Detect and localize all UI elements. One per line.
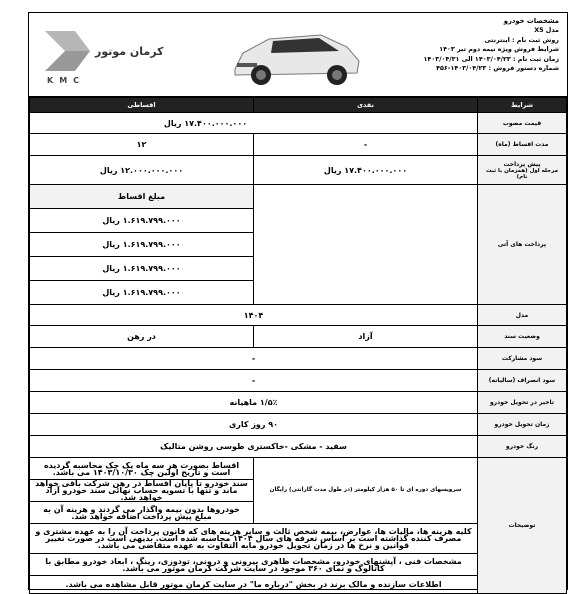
kmc-logo [35,21,164,89]
header-line: شرایط فروش ویژه نیمه دوم تیر ۱۴۰۳ [439,45,559,54]
base-price-value: ۱۷.۴۰۰.۰۰۰.۰۰۰ ریال [30,113,478,134]
participation-profit-value: - [30,348,478,370]
future-cash-empty [254,185,478,305]
header-line: مدل X5 [534,26,559,35]
head-conditions: شرایط [478,98,567,113]
late-delivery-label: تاخیر در تحویل خودرو [478,392,567,414]
header [29,13,567,97]
note-item: مشخصات فنی ، آپشنهای خودرو، مشخصات ظاهری بیرونی و درونی، تودوزی، رینگ ، ابعاد خودرو مطابق با کاتالوگ و نمای ۳۶۰ موجود در سایت شرکت کرمان موتور می باشد. [30,554,478,576]
annual-profit-label: سود انصراف (سالیانه) [478,370,567,392]
installment-months-row [30,134,567,156]
prepay-cash: ۱۷.۴۰۰.۰۰۰.۰۰۰ ریال [254,156,478,185]
header-line: شماره دستور فروش : ۱۴۰۳/۰۴/۲۳-۴۵۶ [436,64,559,73]
future-title-row [30,185,567,209]
header-line: زمان ثبت نام : ۱۴۰۳/۰۴/۲۳ الی ۱۴۰۳/۰۴/۳۱ [423,54,559,63]
model-value: ۱۴۰۴ [30,305,478,326]
doc-status-row [30,326,567,348]
installment-amount: ۱.۶۱۹.۷۹۹.۰۰۰ ریال [30,281,254,305]
note-item: خودروها بدون بیمه واگذار می گردند و هزینه آن به مبلغ پیش پرداخت اضافه خواهد شد. [30,502,254,524]
color-row [30,436,567,458]
note-item: کلیه هزینه ها، مالیات ها، عوارض، بیمه شخص ثالث و سایر هزینه های که قانون پرداخت آن را به عهده مشتری و مصرف کننده گذاشته است بر اساس تعرفه های سال ۱۴۰۴ محاسبه شده است. بدیهی است در صورت تغییر قوانین و نرخ ها در زمان تحویل خودرو مابه التفاوت به عهده متقاضی می باشد. [30,524,478,554]
note-item: سند خودرو تا پایان اقساط در رهن شرکت باقی خواهد ماند و تنها با تسویه حساب نهائی سند خودرو آزاد خواهد شد. [30,480,254,502]
logo-brand: KMC [47,76,86,85]
installment-amount: ۱.۶۱۹.۷۹۹.۰۰۰ ریال [30,233,254,257]
head-cash: نقدی [254,98,478,113]
annual-profit-value: - [30,370,478,392]
late-delivery-row [30,392,567,414]
prepay-sublabel: مرحله اول (همزمان با ثبت نام) [486,167,558,180]
color-value: سفید - مشکی -خاکستری طوسی روشن متالیک [30,436,478,458]
delivery-time-value: ۹۰ روز کاری [30,414,478,436]
installment-months-value: ۱۲ [30,134,254,156]
model-row [30,305,567,326]
notes-label: توضیحات [478,458,567,594]
late-delivery-value: ۱/۵٪ ماهیانه [30,392,478,414]
prepay-row [30,156,567,185]
participation-profit-label: سود مشارکت [478,348,567,370]
note-item: اقساط بصورت هر سه ماه یک چک محاسبه گردیده است و تاریخ اولین چک ۱۴۰۳/۱۰/۳۰ می باشد. [30,458,254,480]
annual-profit-row [30,370,567,392]
delivery-time-row [30,414,567,436]
future-title: مبلغ اقساط [30,185,254,209]
participation-profit-row [30,348,567,370]
header-line: مشخصات خودرو [503,17,559,25]
doc-status-label: وضعیت سند [478,326,567,348]
delivery-time-label: زمان تحویل خودرو [478,414,567,436]
model-label: مدل [478,305,567,326]
table-head-row [30,98,567,113]
conditions-table [29,97,567,594]
service-note: سرویسهای دوره ای تا ۵۰ هزار کیلومتر (در طول مدت گارانتی) رایگان [254,458,478,524]
installment-months-cash: - [254,134,478,156]
logo-text: کرمان موتور [95,45,164,58]
header-line: روش ثبت نام : اینترنتی [484,35,559,44]
installment-amount: ۱.۶۱۹.۷۹۹.۰۰۰ ریال [30,209,254,233]
doc-status-installment: در رهن [30,326,254,348]
prepay-label-main: پیش پرداخت [503,160,541,168]
notes-row [30,458,567,480]
head-installment: اقساطی [30,98,254,113]
header-info [399,17,559,73]
doc-status-cash: آزاد [254,326,478,348]
car-image [225,21,365,93]
installment-amount: ۱.۶۱۹.۷۹۹.۰۰۰ ریال [30,257,254,281]
prepay-installment: ۱۲.۰۰۰.۰۰۰.۰۰۰ ریال [30,156,254,185]
note-item: اطلاعات سازنده و مالک برند در بخش "درباره ما" در سایت کرمان موتور قابل مشاهده می باشد. [30,576,478,594]
price-sheet [28,12,568,590]
prepay-label [478,156,567,185]
color-label: رنگ خودرو [478,436,567,458]
installment-months-label: مدت اقساط (ماه) [478,134,567,156]
base-price-row [30,113,567,134]
future-label: پرداخت های آتی [478,185,567,305]
base-price-label: قیمت مصوب [478,113,567,134]
